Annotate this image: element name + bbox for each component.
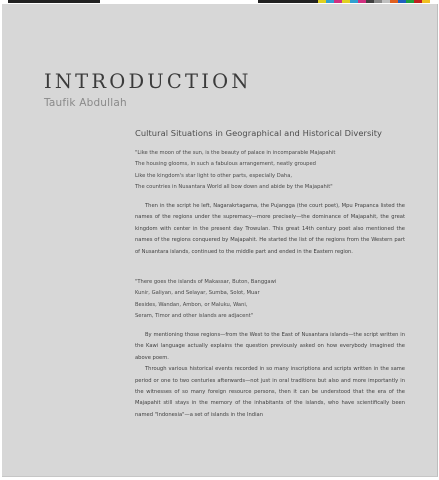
scan-registration-bar-left [8,0,100,3]
scan-color-swatch [382,0,390,3]
poem-line: "There goes the islands of Makassar, Buton, Banggawi [135,279,277,285]
paragraph-text: Through various historical events recorded in so many inscriptions and scripts written in the same period or one to two centuries afterwards—not just in oral traditions but also and more importantly in the witnesses of so many foreign resource persons, then it can be understood that the era of the Majapahit still stays in the memory of the inhabitants of the islands, who have scientifically been named "Indonesia"—a set of islands in the Indian [135,366,405,418]
poem-quote-1 [135,148,335,194]
scan-color-swatch [398,0,406,3]
scan-color-swatch [326,0,334,3]
poem-line: The housing glooms, in such a fabulous arrangement, neatly grouped [135,161,316,168]
scan-color-swatch [358,0,366,3]
paragraph-text: By mentioning those regions—from the West to the East of Nusantara islands—the script written in the Kawi language actually explains the question previously asked on how everybody imagined the above poem. [135,332,405,361]
scan-color-swatch [366,0,374,3]
poem-line: Besides, Wandan, Ambon, or Maluku, Wani, [135,301,248,308]
poem-line: "Like the moon of the sun, is the beauty of palace in incomparable Majapahit [135,150,336,156]
poem-line: Like the kingdom's star light to other parts, especially Daha, [135,172,293,179]
section-title: Cultural Situations in Geographical and Historical Diversity [135,128,382,138]
poem-line: Seram, Timor and other islands are adjacent" [135,313,254,320]
poem-line: Kunir, Galiyan, and Selayar, Sumba, Solot, Muar [135,290,260,297]
scan-color-swatch [374,0,382,3]
document-page [2,4,438,477]
poem-line: The countries in Nusantara World all bow down and abide by the Majapahit" [135,184,333,191]
scan-color-swatch [406,0,414,3]
scan-registration-bar-right [258,0,318,3]
paragraph-text: Then in the script he left, Nagarakrtagama, the Pujangga (the court poet), Mpu Prapanca listed the names of the regions under the supremacy—more precisely—the dominance of Majapahit, the great kingdom with center in the present day Trowulan. This great 14th century poet also mentioned the names of the regions conquered by Majapahit. He started the list of the regions from the Western part of Nusantara islands, continued to the middle part and ended in the Eastern region. [135,203,405,255]
author-name: Taufik Abdullah [44,97,127,109]
scan-color-swatch [342,0,350,3]
scan-color-swatch [318,0,326,3]
scan-color-swatch [422,0,430,3]
poem-quote-2 [135,277,276,323]
chapter-title: INTRODUCTION [44,70,252,93]
scan-color-swatch [390,0,398,3]
scan-color-swatch [334,0,342,3]
scan-color-swatch [350,0,358,3]
scan-color-swatch [414,0,422,3]
paragraph-1 [135,201,405,258]
paragraph-2 [135,330,405,421]
